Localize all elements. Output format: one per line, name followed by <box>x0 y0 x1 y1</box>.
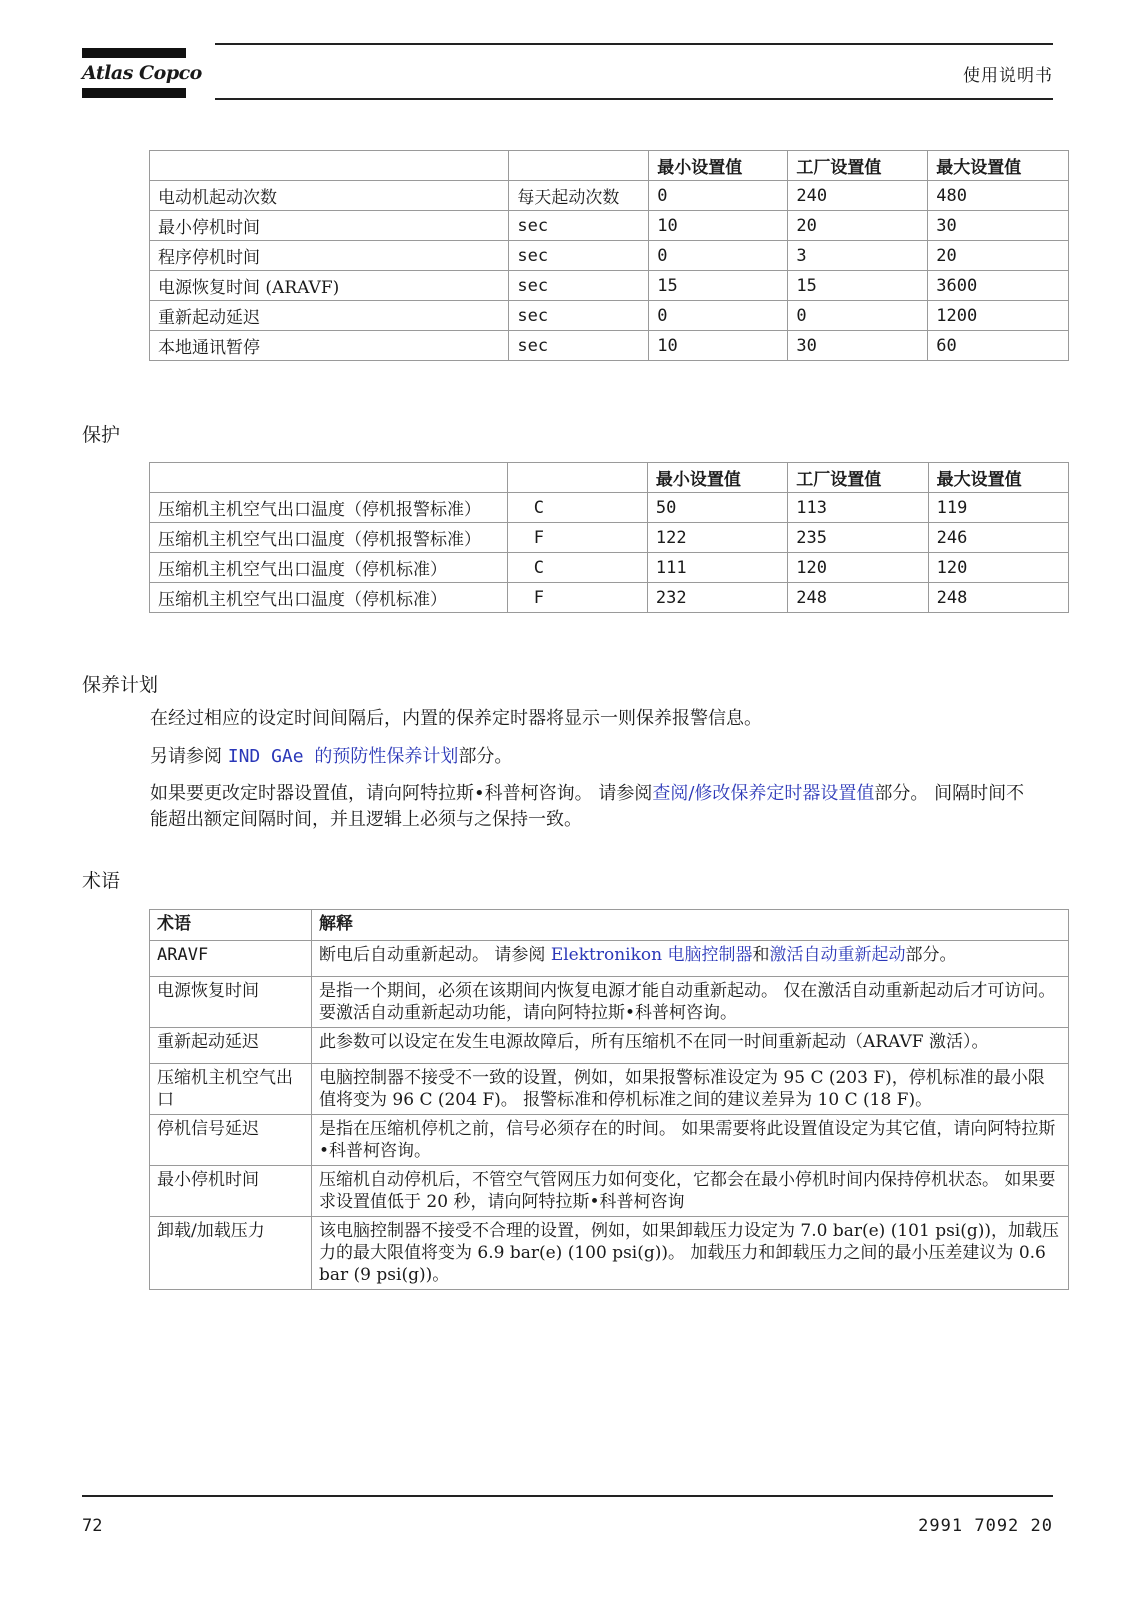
paragraph-text: 另请参阅 <box>150 746 228 767</box>
paragraph-text: 如果要更改定时器设置值，请向阿特拉斯•科普柯咨询。 请参阅 <box>150 783 653 804</box>
table-cell: 30 <box>788 331 928 361</box>
table-cell: 30 <box>928 211 1069 241</box>
table-cell: 15 <box>649 271 788 301</box>
description-cell: 电脑控制器不接受不一致的设置，例如，如果报警标准设定为 95 C (203 F)，停机标准的最小限值将变为 96 C (204 F)。 报警标准和停机标准之间的建议差异为 10 C (18 F)。 <box>312 1064 1069 1115</box>
description-cell: 是指在压缩机停机之前，信号必须存在的时间。 如果需要将此设置值设定为其它值，请向阿特拉斯•科普柯咨询。 <box>312 1115 1069 1166</box>
table-cell: 50 <box>647 493 787 523</box>
table-row <box>150 211 1069 241</box>
term-cell: 重新起动延迟 <box>150 1028 312 1064</box>
table-cell: 15 <box>788 271 928 301</box>
logo-bar-bottom <box>82 88 186 98</box>
table-header-cell: 最大设置值 <box>928 151 1069 181</box>
table-cell: 每天起动次数 <box>509 181 649 211</box>
table-cell: 240 <box>788 181 928 211</box>
term-cell: 停机信号延迟 <box>150 1115 312 1166</box>
table-cell: 电动机起动次数 <box>150 181 509 211</box>
table-cell: 重新起动延迟 <box>150 301 509 331</box>
table-row <box>150 1028 1069 1064</box>
term-cell: ARAVF <box>150 941 312 977</box>
table-row <box>150 553 1069 583</box>
logo-bar-top <box>82 48 186 58</box>
table-row <box>150 493 1069 523</box>
table-row <box>150 1217 1069 1290</box>
table-cell: 压缩机主机空气出口温度（停机报警标准） <box>150 493 508 523</box>
table-cell: 232 <box>647 583 787 613</box>
link-service-timer-settings[interactable]: 查阅/修改保养定时器设置值 <box>652 783 875 804</box>
table-header-row <box>150 463 1069 493</box>
section-heading-terms: 术语 <box>82 870 121 892</box>
table-cell: 本地通讯暂停 <box>150 331 509 361</box>
document-number: 2991 7092 20 <box>918 1516 1053 1536</box>
table-cell: 20 <box>788 211 928 241</box>
table-cell: 119 <box>928 493 1068 523</box>
table-cell: 1200 <box>928 301 1069 331</box>
section-heading-protection: 保护 <box>82 424 121 446</box>
table-header-row <box>150 910 1069 941</box>
table-cell: 10 <box>649 211 788 241</box>
table-cell: 最小停机时间 <box>150 211 509 241</box>
settings-table <box>149 150 1069 361</box>
table-header-cell <box>507 463 647 493</box>
table-cell: 0 <box>649 181 788 211</box>
protection-table <box>149 462 1069 613</box>
table-header-cell <box>150 151 509 181</box>
term-cell: 卸载/加载压力 <box>150 1217 312 1290</box>
paragraph-text: 部分。 间隔时间不能超出额定间隔时间，并且逻辑上必须与之保持一致。 <box>150 783 1025 830</box>
table-header-cell: 最小设置值 <box>647 463 787 493</box>
description-cell: 压缩机自动停机后，不管空气管网压力如何变化，它都会在最小停机时间内保持停机状态。 如果要求设置值低于 20 秒，请向阿特拉斯•科普柯咨询 <box>312 1166 1069 1217</box>
table-row <box>150 1166 1069 1217</box>
paragraph-text: 部分。 <box>458 746 513 767</box>
paragraph-see-also <box>150 744 1030 770</box>
term-cell: 最小停机时间 <box>150 1166 312 1217</box>
table-row <box>150 301 1069 331</box>
table-header-cell <box>509 151 649 181</box>
table-header-cell: 工厂设置值 <box>788 463 928 493</box>
description-text: 部分。 <box>905 945 957 965</box>
table-cell: 3 <box>788 241 928 271</box>
table-row <box>150 271 1069 301</box>
table-cell: 60 <box>928 331 1069 361</box>
term-cell: 压缩机主机空气出口 <box>150 1064 312 1115</box>
paragraph-timer-settings <box>150 781 1030 833</box>
link-activate-auto-restart[interactable]: 激活自动重新起动 <box>769 945 906 965</box>
description-cell <box>312 941 1069 977</box>
table-cell: sec <box>509 301 649 331</box>
table-cell: 3600 <box>928 271 1069 301</box>
table-cell: 0 <box>649 241 788 271</box>
table-cell: 10 <box>649 331 788 361</box>
term-cell: 电源恢复时间 <box>150 977 312 1028</box>
table-cell: C <box>507 553 647 583</box>
table-row <box>150 1115 1069 1166</box>
table-cell: 248 <box>788 583 928 613</box>
table-cell: sec <box>509 241 649 271</box>
table-header-cell: 解释 <box>312 910 1069 941</box>
table-cell: F <box>507 523 647 553</box>
table-cell: 压缩机主机空气出口温度（停机标准） <box>150 553 508 583</box>
table-cell: sec <box>509 331 649 361</box>
table-row <box>150 941 1069 977</box>
table-cell: 113 <box>788 493 928 523</box>
table-cell: 246 <box>928 523 1068 553</box>
table-row <box>150 241 1069 271</box>
description-text: 和 <box>752 945 770 965</box>
table-row <box>150 181 1069 211</box>
footer-rule <box>82 1495 1053 1497</box>
table-row <box>150 1064 1069 1115</box>
table-cell: 122 <box>647 523 787 553</box>
table-header-cell <box>150 463 508 493</box>
table-cell: 120 <box>928 553 1068 583</box>
page-number: 72 <box>82 1516 103 1536</box>
table-header-cell: 术语 <box>150 910 312 941</box>
table-cell: 0 <box>788 301 928 331</box>
table-cell: 0 <box>649 301 788 331</box>
table-header-cell: 工厂设置值 <box>788 151 928 181</box>
table-header-cell: 最小设置值 <box>649 151 788 181</box>
description-cell: 是指一个期间，必须在该期间内恢复电源才能自动重新起动。 仅在激活自动重新起动后才可访问。 要激活自动重新起动功能，请向阿特拉斯•科普柯咨询。 <box>312 977 1069 1028</box>
table-cell: 电源恢复时间 (ARAVF) <box>150 271 509 301</box>
atlas-copco-logo <box>82 48 202 98</box>
table-cell: 压缩机主机空气出口温度（停机报警标准） <box>150 523 508 553</box>
table-cell: sec <box>509 271 649 301</box>
table-row <box>150 583 1069 613</box>
description-cell: 此参数可以设定在发生电源故障后，所有压缩机不在同一时间重新起动（ARAVF 激活）。 <box>312 1028 1069 1064</box>
table-row <box>150 523 1069 553</box>
document-title: 使用说明书 <box>963 66 1053 86</box>
table-row <box>150 977 1069 1028</box>
header-rule-top <box>215 43 1053 45</box>
table-cell: 248 <box>928 583 1068 613</box>
table-cell: 120 <box>788 553 928 583</box>
table-cell: 压缩机主机空气出口温度（停机标准） <box>150 583 508 613</box>
table-row <box>150 331 1069 361</box>
description-text: 断电后自动重新起动。 请参阅 <box>319 945 551 965</box>
link-elektronikon-controller[interactable]: Elektronikon 电脑控制器 <box>550 945 753 965</box>
table-cell: 111 <box>647 553 787 583</box>
table-cell: 480 <box>928 181 1069 211</box>
table-cell: sec <box>509 211 649 241</box>
terms-table <box>149 909 1069 1290</box>
table-cell: 235 <box>788 523 928 553</box>
table-header-cell: 最大设置值 <box>928 463 1068 493</box>
table-cell: F <box>507 583 647 613</box>
table-cell: C <box>507 493 647 523</box>
description-cell: 该电脑控制器不接受不合理的设置，例如，如果卸载压力设定为 7.0 bar(e) (101 psi(g))，加载压力的最大限值将变为 6.9 bar(e) (100 psi(g))。 加载压力和卸载压力之间的最小压差建议为 0.6 bar (9 psi(g))。 <box>312 1217 1069 1290</box>
table-cell: 20 <box>928 241 1069 271</box>
logo-wordmark: Atlas Copco <box>82 62 202 84</box>
section-heading-maintenance-plan: 保养计划 <box>82 674 159 696</box>
header-rule-bottom <box>215 98 1053 100</box>
link-preventive-maintenance[interactable]: IND GAe 的预防性保养计划 <box>227 746 459 767</box>
paragraph-maintenance-timer: 在经过相应的设定时间间隔后，内置的保养定时器将显示一则保养报警信息。 <box>150 708 762 729</box>
table-cell: 程序停机时间 <box>150 241 509 271</box>
table-header-row <box>150 151 1069 181</box>
